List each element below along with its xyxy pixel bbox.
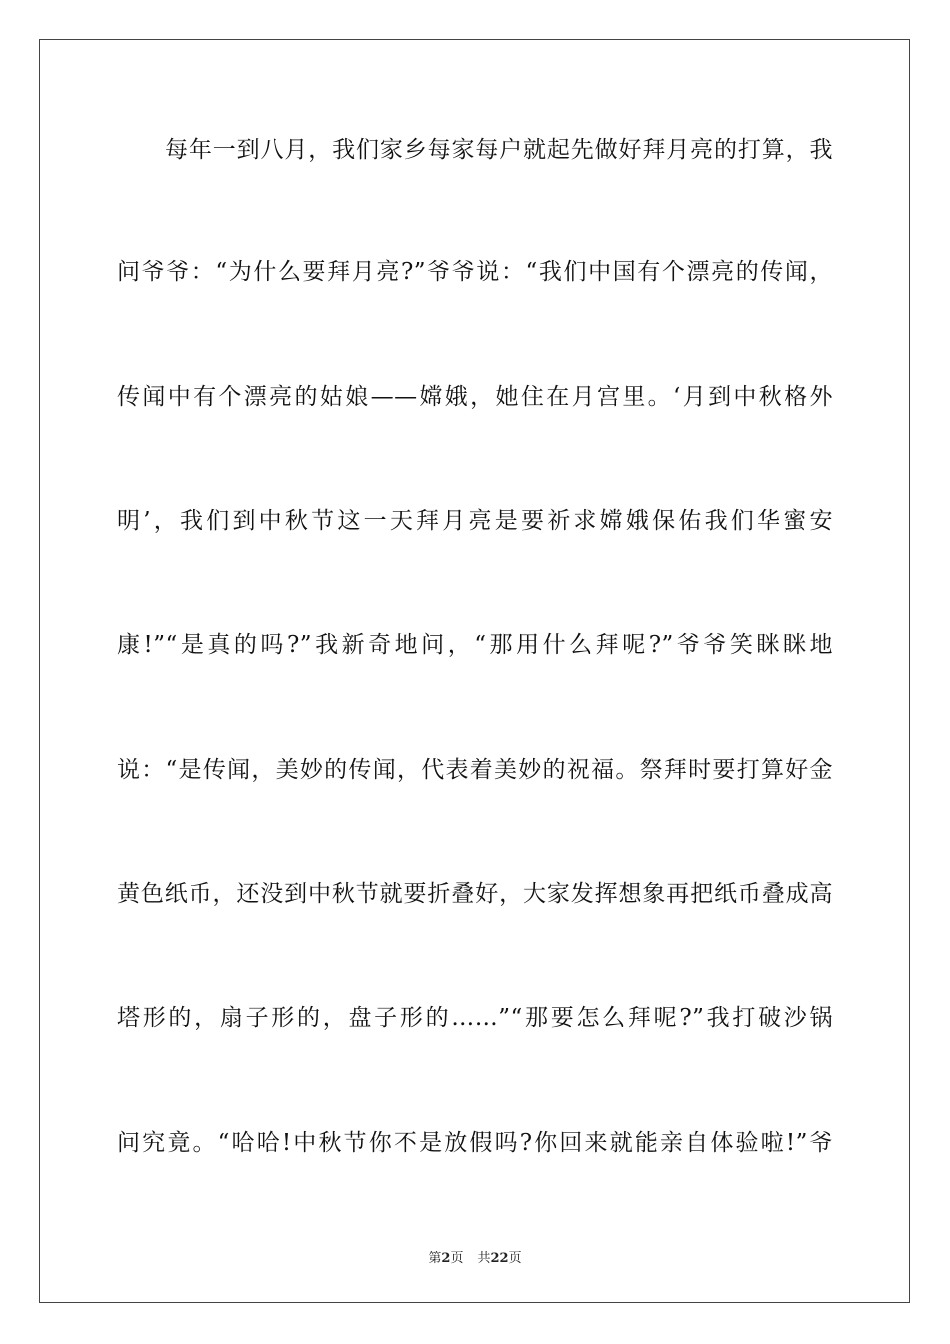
paragraph-line-6: 说：“是传闻，美妙的传闻，代表着美妙的祝福。祭拜时要打算好金 (117, 757, 833, 783)
paragraph-line-1: 每年一到八月，我们家乡每家每户就起先做好拜月亮的打算，我 (165, 137, 833, 163)
paragraph-line-7: 黄色纸币，还没到中秋节就要折叠好，大家发挥想象再把纸币叠成高 (117, 881, 833, 907)
page-suffix: 页 (450, 1251, 464, 1266)
paragraph-line-3: 传闻中有个漂亮的姑娘——嫦娥，她住在月宫里。‘月到中秋格外 (117, 384, 833, 410)
paragraph-line-2: 问爷爷：“为什么要拜月亮?”爷爷说：“我们中国有个漂亮的传闻， (117, 259, 833, 285)
total-prefix: 共 (477, 1251, 491, 1266)
page-footer (0, 1247, 950, 1266)
page-prefix: 第 (428, 1251, 442, 1266)
total-pages: 22 (490, 1251, 509, 1266)
paragraph-line-4: 明’，我们到中秋节这一天拜月亮是要祈求嫦娥保佑我们华蜜安 (117, 508, 833, 534)
page-border (39, 39, 910, 1303)
page-number: 2 (441, 1251, 451, 1266)
paragraph-line-8: 塔形的，扇子形的，盘子形的……”“那要怎么拜呢?”我打破沙锅 (117, 1005, 833, 1031)
paragraph-line-9: 问究竟。“哈哈!中秋节你不是放假吗?你回来就能亲自体验啦!”爷 (117, 1130, 833, 1156)
paragraph-line-5: 康!”“是真的吗?”我新奇地问，“那用什么拜呢?”爷爷笑眯眯地 (117, 632, 833, 658)
total-suffix: 页 (508, 1251, 522, 1266)
